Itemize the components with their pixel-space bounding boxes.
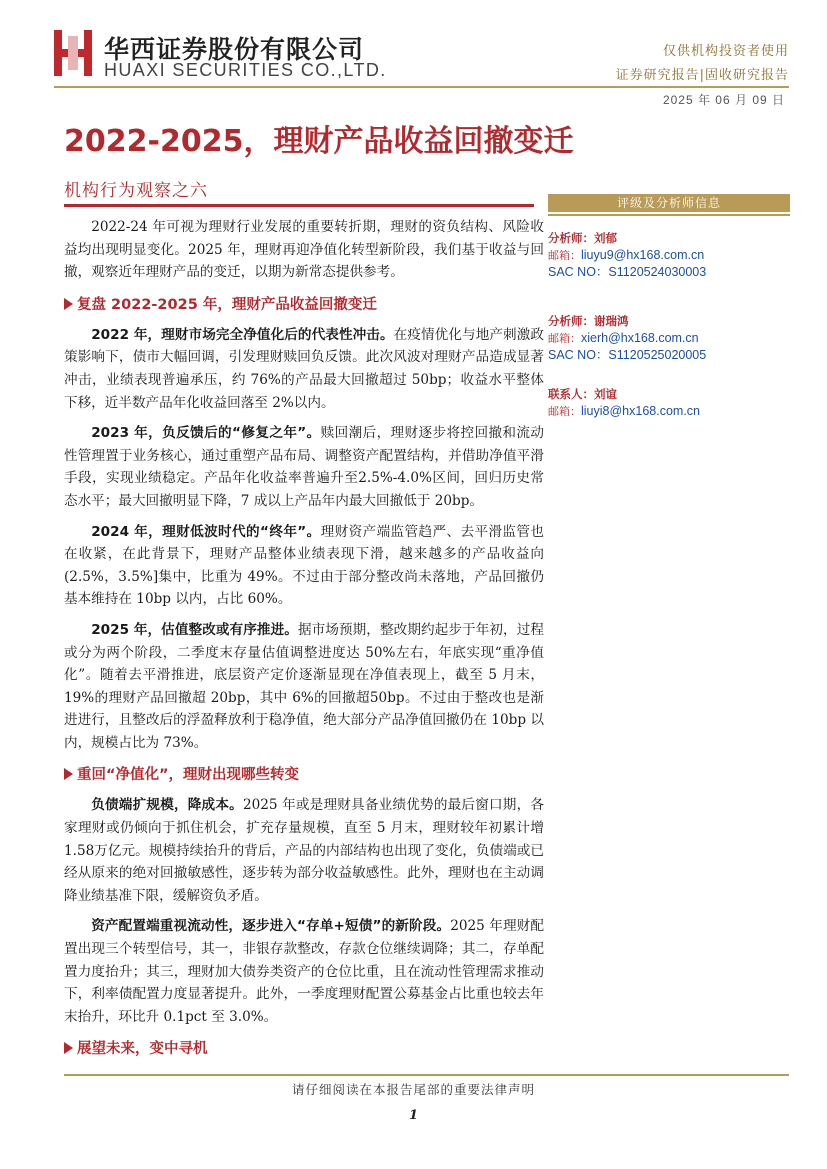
company-name-en: HUAXI SECURITIES CO.,LTD.: [104, 60, 387, 80]
sidebar-heading: 评级及分析师信息: [548, 194, 790, 212]
paragraph-liability: 负债端扩规模，降成本。2025 年或是理财具备业绩优势的最后窗口期，各家理财或仍倾向于抓住机会，扩充存量规模，直至 5 月末，理财较年初累计增1.58万亿元。规模持续抬升的背后，产品的内部结构也出现了变化，负债端或已经从原来的绝对回撤敏感性，逐步转为部分收益敏感性。此外，理财也在主动调降业绩基准下限，缓解资负矛盾。: [64, 797, 544, 904]
analyst-sac: SAC NO：S1120524030003: [548, 265, 707, 279]
analyst-role: 分析师：谢瑞鸿: [548, 314, 629, 328]
paragraph-asset: 资产配置端重视流动性，逐步进入“存单+短债”的新阶段。2025 年理财配置出现三个转型信号，其一，非银存款整改，存款仓位继续调降；其二，存单配置力度抬升；其三，理财加大债券类资产的仓位比重，且在流动性管理需求推动下，利率债配置力度显著提升。此外，一季度理财配置公募基金占比重也较去年末抬升，环比升 0.1pct 至 3.0%。: [64, 918, 544, 1025]
series-divider: [64, 204, 534, 207]
report-date: 2025 年 06 月 09 日: [662, 93, 785, 107]
legal-disclaimer: 请仔细阅读在本报告尾部的重要法律声明: [291, 1082, 535, 1097]
contact-role: 联系人：刘谊: [548, 387, 617, 401]
analyst-email-row: 邮箱：xierh@hx168.com.cn: [548, 331, 699, 345]
section-heading-review: 复盘 2022-2025 年，理财产品收益回撤变迁: [64, 292, 544, 318]
footer-divider: [64, 1074, 789, 1076]
contact-email[interactable]: liuyi8@hx168.com.cn: [581, 404, 700, 418]
analyst-email[interactable]: liuyu9@hx168.com.cn: [581, 248, 705, 262]
header-divider: [54, 86, 789, 88]
intro-paragraph: 2022-24 年可视为理财行业发展的重要转折期，理财的资负结构、风险收益均出现明显变化。2025 年，理财再迎净值化转型新阶段，我们基于收益与回撤，观察近年理财产品的变迁，以期为新常态提供参考。: [64, 219, 544, 281]
analyst-email-row: 邮箱：liuyu9@hx168.com.cn: [548, 248, 705, 262]
paragraph-2023: 2023 年，负反馈后的“修复之年”。赎回潮后，理财逐步将控回撤和流动性管理置于业务核心，通过重塑产品布局、调整资产配置结构，并借助净值平滑手段，实现业绩稳定。产品年化收益率普遍升至2.5%-4.0%区间，回归历史常态水平；最大回撤明显下降，7 成以上产品年内最大回撤低于 20bp。: [64, 425, 544, 509]
paragraph-2025: 2025 年，估值整改或有序推进。据市场预期，整改期约起步于年初，过程或分为两个阶段，二季度末存量估值调整进度达 50%左右，年底实现“重净值化”。随着去平滑推进，底层资产定价逐渐显现在净值表现上，截至 5 月末，19%的理财产品回撤超 20bp，其中 6%的回撤超50bp。不过由于整改也是渐进进行，且整改后的浮盈释放利于稳净值，绝大部分产品净值回撤仍在 10bp 以内，规模占比为 73%。: [64, 621, 544, 751]
sidebar-divider: [548, 214, 790, 216]
main-content: [64, 216, 544, 1068]
report-series: 机构行为观察之六: [64, 181, 208, 201]
audience-note: 仅供机构投资者使用: [662, 44, 789, 59]
contact-email-row: 邮箱：liuyi8@hx168.com.cn: [548, 404, 700, 418]
paragraph-2022: 2022 年，理财市场完全净值化后的代表性冲击。在疫情优化与地产刺激政策影响下，债市大幅回调，引发理财赎回负反馈。此次风波对理财产品造成显著冲击，业绩表现普遍承压，约 76%的产品最大回撤超过 50bp；收益水平整体下移，近半数产品年化收益回落至 2%以内。: [64, 326, 544, 411]
analyst-card: [548, 313, 790, 364]
analyst-role: 分析师：刘郁: [548, 231, 617, 245]
triangle-bullet-icon: [64, 298, 73, 310]
analyst-card: [548, 230, 790, 281]
report-type: 证券研究报告|固收研究报告: [615, 68, 789, 83]
analyst-sidebar: [548, 194, 790, 420]
triangle-bullet-icon: [64, 768, 73, 780]
triangle-bullet-icon: [64, 1042, 73, 1054]
page-number: 1: [408, 1108, 419, 1123]
analyst-email[interactable]: xierh@hx168.com.cn: [581, 331, 699, 345]
paragraph-2024: 2024 年，理财低波时代的“终年”。理财资产端监管趋严、去平滑监管也在收紧，在此背景下，理财产品整体业绩表现下滑，越来越多的产品收益向(2.5%，3.5%]集中，比重为 49%。不过由于部分整改尚未落地，产品回撤仍基本维持在 10bp 以内，占比 60%。: [64, 523, 544, 608]
section-heading-changes: 重回“净值化”，理财出现哪些转变: [64, 762, 544, 788]
analyst-sac: SAC NO：S1120525020005: [548, 348, 707, 362]
report-title: 2022-2025，理财产品收益回撤变迁: [64, 124, 574, 159]
contact-card: [548, 386, 790, 420]
section-heading-outlook: 展望未来，变中寻机: [64, 1036, 544, 1062]
huaxi-logo-icon: [54, 30, 92, 76]
company-name-cn: 华西证券股份有限公司: [104, 35, 365, 64]
